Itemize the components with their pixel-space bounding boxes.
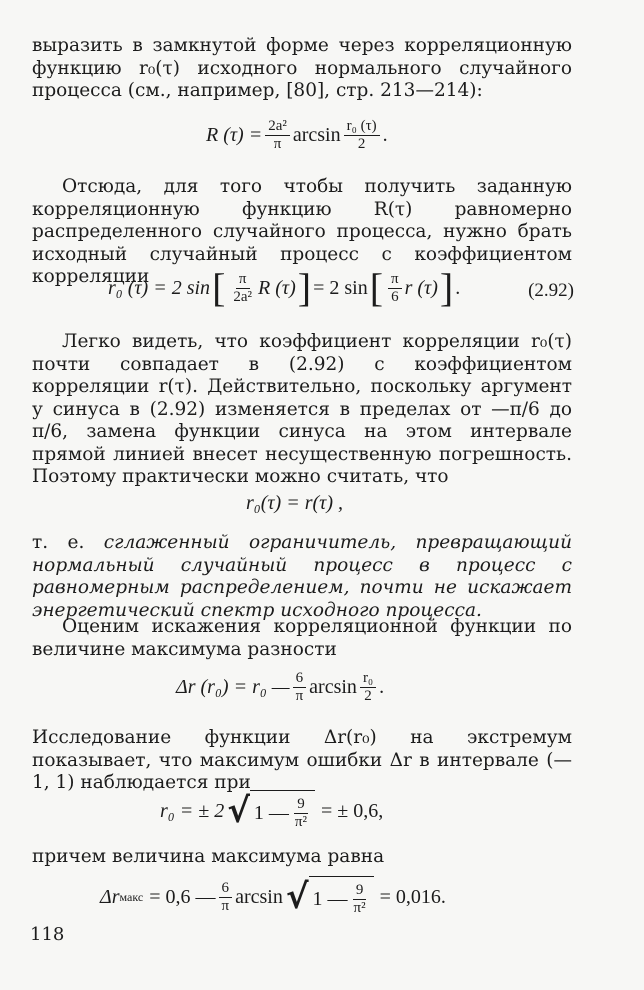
formula-lhs: r₀ = ± 2: [160, 799, 225, 822]
radicand: [250, 790, 315, 832]
right-bracket: ]: [297, 265, 312, 310]
denominator: 2a²: [233, 288, 253, 305]
page-number: 118: [30, 924, 65, 945]
left-bracket: [: [212, 265, 226, 310]
formula-middle: = 0,6 —: [149, 885, 216, 908]
denominator: 6: [391, 288, 399, 305]
numerator: 9: [353, 882, 367, 900]
radicand-term: 1 —: [253, 802, 289, 824]
fraction: [344, 118, 380, 153]
paragraph-7: причем величина максимума равна: [32, 846, 385, 867]
paragraph-1: выразить в замкнутой форме через корреляционную функцию r₀(τ) исходного нормального случайного процесса (см., например, [80], стр. 213—214):: [32, 35, 572, 101]
formula-term: r (τ): [404, 276, 438, 299]
formula-term: R (τ): [258, 276, 296, 299]
left-bracket: [: [369, 265, 384, 310]
formula-text: r₀(τ) = r(τ) ,: [246, 492, 343, 514]
function-name: arcsin: [309, 676, 357, 698]
paragraph-3: Легко видеть, что коэффициент корреляции r₀(τ) почти совпадает в (2.92) с коэффициентом корреляции r(τ). Действительно, поскольку аргумент у синуса в (2.92) изменяется в пределах от —π/6 до π/6, замена функции синуса на этом интервале прямой линией внесет несущественную погрешность. Поэтому практически можно считать, что: [32, 331, 572, 487]
numerator: 6: [293, 670, 307, 688]
square-root: [286, 876, 374, 918]
numerator: r₀: [360, 670, 376, 688]
numerator: 9: [294, 796, 308, 814]
denominator: π: [273, 136, 282, 152]
formula-end: .: [379, 676, 385, 698]
fraction: [388, 271, 402, 306]
fraction: [219, 880, 233, 915]
denominator: π: [295, 688, 304, 704]
fraction: [230, 271, 255, 306]
denominator: 2: [357, 136, 366, 152]
paragraph-2: Отсюда, для того чтобы получить заданную корреляционную функцию R(τ) равномерно распределенного случайного процесса, нужно брать исходный случайный процесс с коэффициентом корреляции: [32, 176, 572, 287]
fraction: [292, 796, 310, 831]
radicand-term: 1 —: [312, 888, 348, 910]
formula-lhs: R (τ) =: [206, 124, 263, 146]
square-root: [227, 790, 315, 832]
equation-number: (2.92): [528, 280, 574, 301]
formula-lhs: Δr: [100, 885, 120, 908]
paragraph-5: Оценим искажения корреляционной функции по величине максимума разности: [32, 616, 572, 660]
radicand: [309, 876, 374, 918]
denominator: π²: [294, 814, 307, 830]
fraction: [360, 670, 376, 705]
paragraph-6: Исследование функции Δr(r₀) на экстремум показывает, что максимум ошибки Δr в интервале (—1, 1) наблюдается при: [32, 727, 572, 793]
radical-sign: √: [285, 877, 309, 917]
fraction: [265, 118, 290, 153]
denominator: π²: [353, 900, 366, 916]
numerator: 6: [219, 880, 233, 898]
fraction: [351, 882, 369, 917]
formula-end: .: [382, 124, 388, 146]
denominator: π: [221, 897, 230, 914]
numerator: π: [388, 271, 402, 289]
paragraph-4-italic: сглаженный ограничитель, превращающий нормальный случайный процесс в процесс с равномерным распределением, почти не искажает энергетический спектр исходного процесса.: [32, 532, 572, 621]
formula-end: .: [455, 276, 461, 299]
function-name: arcsin: [235, 885, 283, 908]
right-bracket: ]: [439, 265, 454, 310]
fraction: [293, 670, 307, 705]
formula-lhs: Δr (r₀) = r₀ —: [176, 676, 290, 698]
paragraph-4-prefix: т. е.: [32, 532, 85, 553]
formula-middle: = 2 sin: [313, 276, 368, 299]
paragraph-4: [32, 532, 572, 622]
formula-rhs: = ± 0,6,: [320, 799, 384, 822]
numerator: π: [236, 271, 250, 289]
formula-rhs: = 0,016.: [379, 885, 446, 908]
formula-lhs: r₀ (τ) = 2 sin: [108, 276, 211, 299]
radical-sign: √: [227, 791, 250, 831]
denominator: 2: [364, 688, 372, 704]
numerator: 2a²: [265, 118, 290, 136]
function-name: arcsin: [292, 124, 341, 146]
numerator: r₀ (τ): [344, 118, 380, 136]
subscript: макс: [119, 889, 144, 904]
